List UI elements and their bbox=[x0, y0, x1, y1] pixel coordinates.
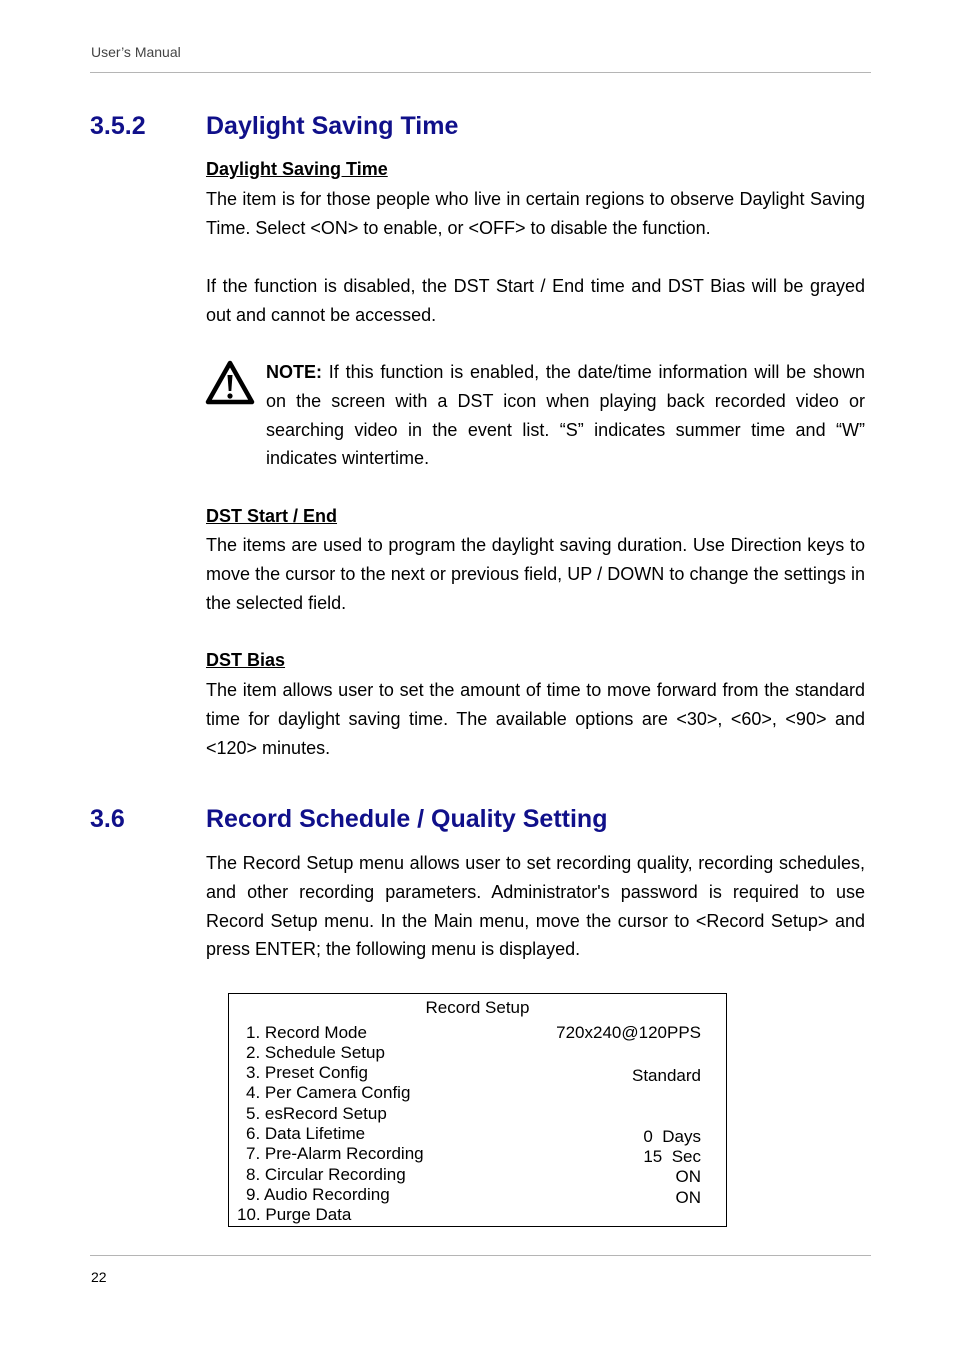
paragraph-dst-intro: The item is for those people who live in certain regions to observe Daylight Saving Time. Select <ON> to enable, or <OFF> to disable the function. bbox=[206, 189, 865, 238]
page-number: 22 bbox=[91, 1269, 107, 1285]
footer-divider bbox=[90, 1255, 871, 1256]
section-heading-dst bbox=[90, 112, 458, 141]
paragraph-dst-disabled: If the function is disabled, the DST Start / End time and DST Bias will be grayed out and cannot be accessed. bbox=[206, 276, 865, 325]
menu-item-preset-config[interactable]: 3. Preset Config bbox=[246, 1063, 368, 1082]
section-number: 3.5.2 bbox=[90, 112, 146, 140]
value-pre-alarm: 15 Sec bbox=[643, 1147, 701, 1166]
menu-item-circular-recording[interactable]: 8. Circular Recording bbox=[246, 1165, 406, 1184]
menu-item-schedule-setup[interactable]: 2. Schedule Setup bbox=[246, 1043, 385, 1062]
note-paragraph bbox=[266, 358, 865, 473]
value-preset-config: Standard bbox=[632, 1066, 701, 1085]
section-title: Daylight Saving Time bbox=[206, 112, 459, 140]
paragraph-record-setup: The Record Setup menu allows user to set recording quality, recording schedules, and other recording parameters. Administrator's password is required to use Record Setup menu. In the Main menu, move the cursor to <Record Setup> and press ENTER; the following menu is displayed. bbox=[206, 853, 865, 960]
menu-item-audio-recording[interactable]: 9. Audio Recording bbox=[246, 1185, 390, 1204]
value-data-lifetime: 0 Days bbox=[643, 1127, 701, 1146]
running-header: User’s Manual bbox=[91, 44, 181, 60]
value-record-mode: 720x240@120PPS bbox=[556, 1023, 701, 1042]
header-divider bbox=[90, 72, 871, 73]
menu-item-purge-data[interactable]: 10. Purge Data bbox=[237, 1205, 352, 1224]
subheading-daylight-saving-time: Daylight Saving Time bbox=[206, 159, 388, 179]
subheading-dst-start-end: DST Start / End bbox=[206, 506, 338, 526]
note-body: If this function is enabled, the date/time information will be shown on the screen with a DST icon when playing back recorded video or searching video in the event list. “S” indicates summer time and “W” indicates wintertime. bbox=[266, 362, 865, 469]
record-setup-menu bbox=[228, 993, 727, 1227]
menu-item-pre-alarm-recording[interactable]: 7. Pre-Alarm Recording bbox=[246, 1144, 424, 1163]
value-circular-recording: ON bbox=[675, 1167, 701, 1186]
menu-item-per-camera-config[interactable]: 4. Per Camera Config bbox=[246, 1083, 411, 1102]
paragraph-dst-start-end: The items are used to program the daylight saving duration. Use Direction keys to move the cursor to the next or previous field, UP / DOWN to change the settings in the selected field. bbox=[206, 535, 865, 613]
warning-icon bbox=[205, 360, 255, 406]
menu-item-data-lifetime[interactable]: 6. Data Lifetime bbox=[246, 1124, 366, 1143]
section-heading-record bbox=[90, 805, 607, 834]
menu-item-record-mode[interactable]: 1. Record Mode bbox=[246, 1023, 367, 1042]
section-number: 3.6 bbox=[90, 805, 125, 833]
subheading-dst-bias: DST Bias bbox=[206, 650, 286, 670]
paragraph-dst-bias: The item allows user to set the amount of time to move forward from the standard time for daylight saving time. The available options are <30>, <60>, <90> and <120> minutes. bbox=[206, 680, 865, 758]
section-title: Record Schedule / Quality Setting bbox=[206, 805, 608, 833]
value-audio-recording: ON bbox=[675, 1188, 701, 1207]
menu-title: Record Setup bbox=[425, 998, 530, 1017]
note-label: NOTE: bbox=[266, 362, 322, 382]
menu-item-esrecord-setup[interactable]: 5. esRecord Setup bbox=[246, 1104, 387, 1123]
